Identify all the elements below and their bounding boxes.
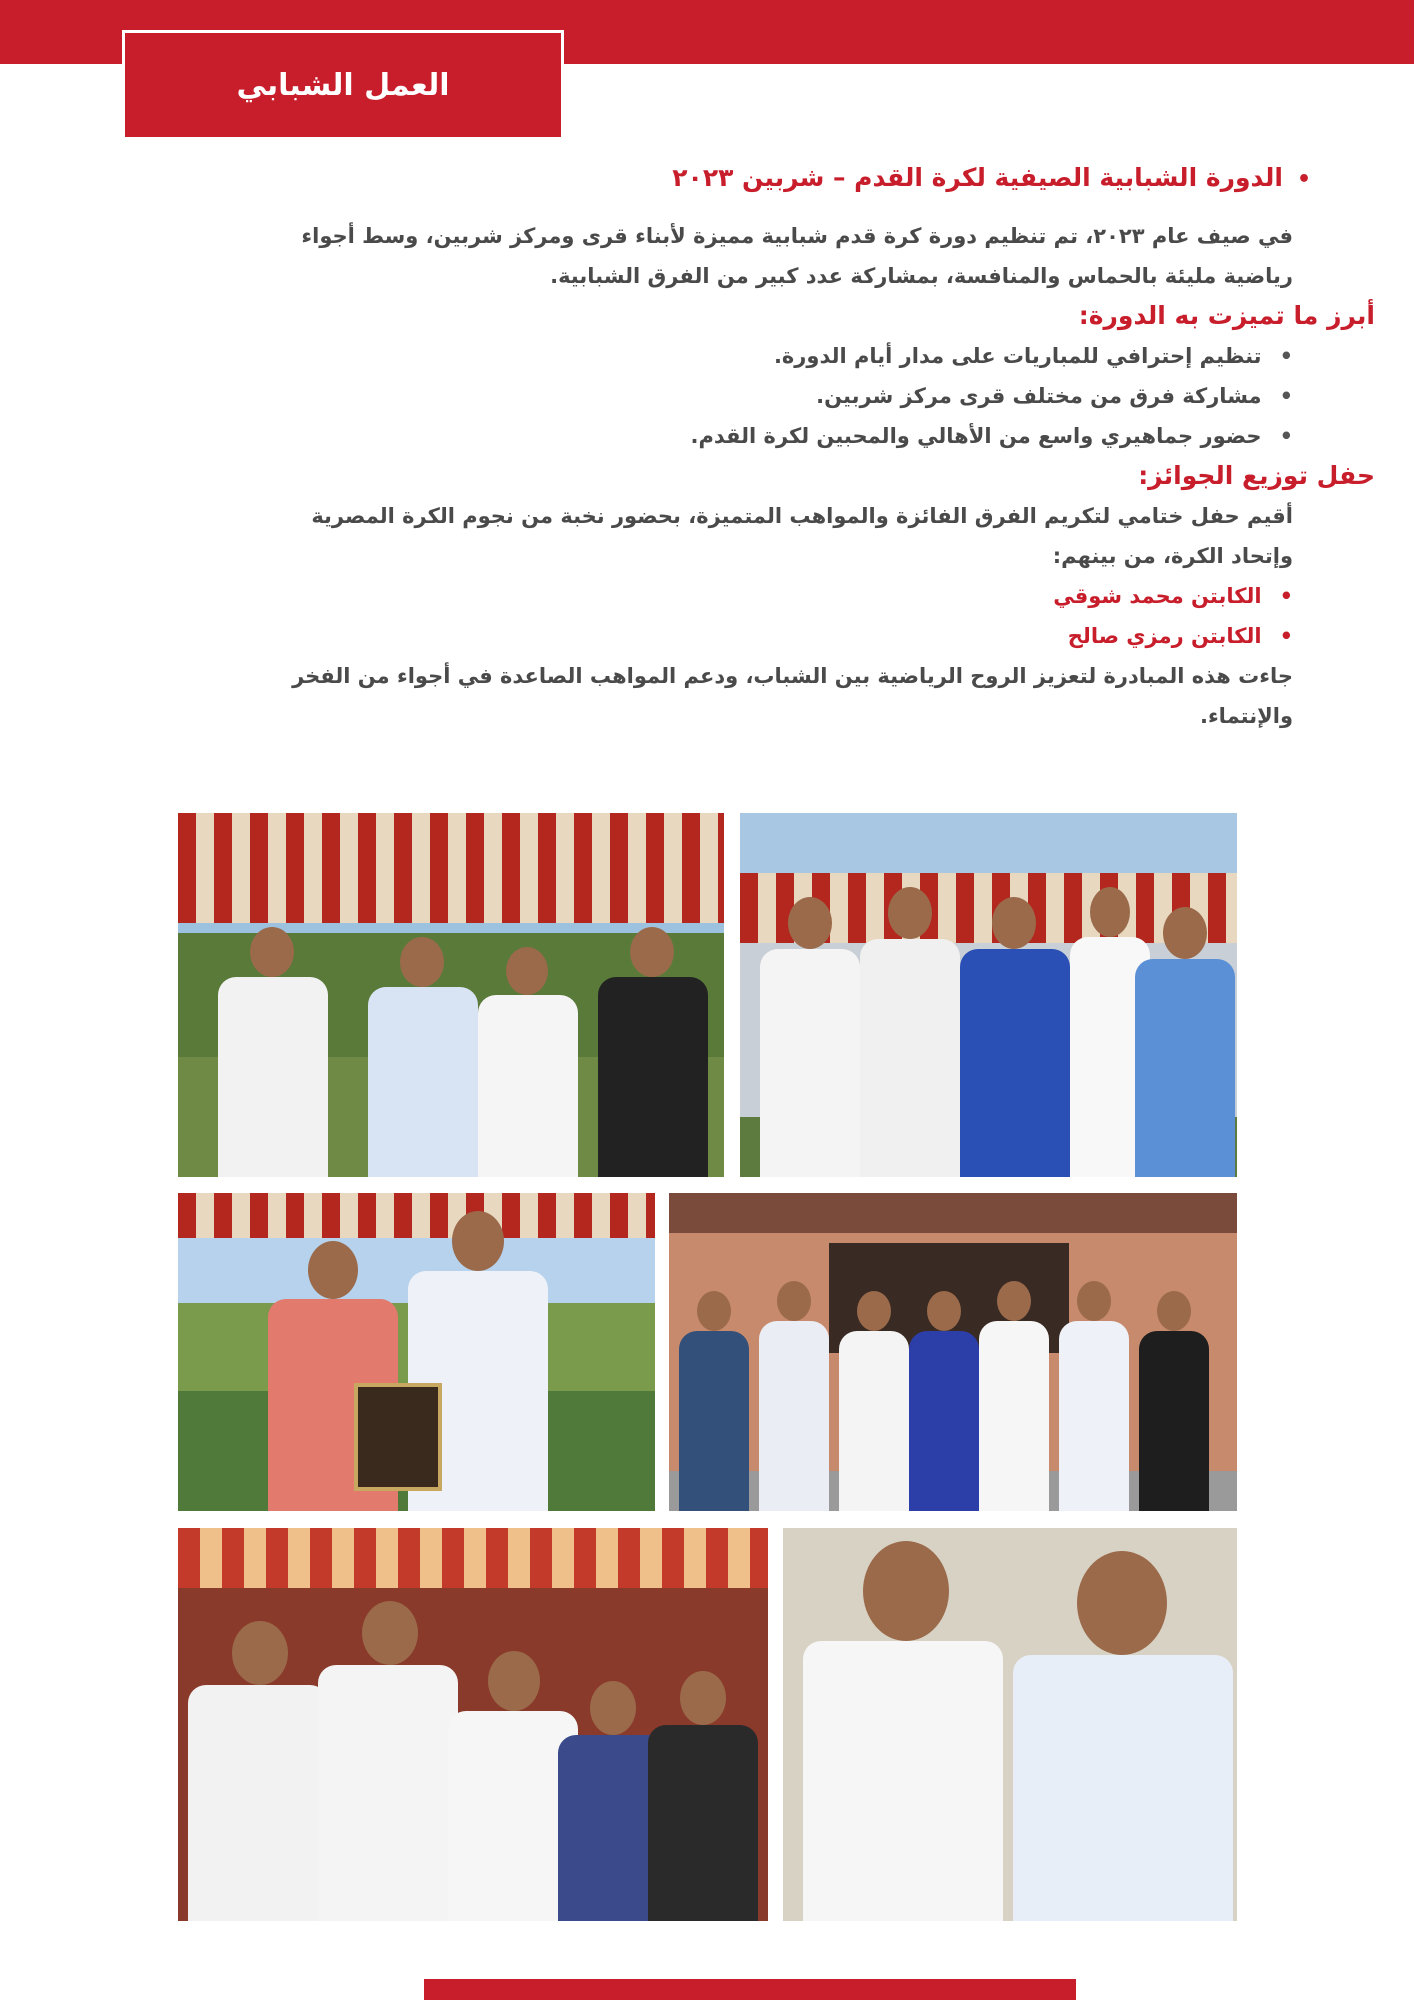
list-item: • تنظيم إحترافي للمباريات على مدار أيام الدورة. [100,336,1293,376]
event-photo [783,1528,1237,1921]
event-photo [669,1193,1237,1511]
list-item: • مشاركة فرق من مختلف قرى مركز شربين. [100,376,1293,416]
closing-paragraph-line: جاءت هذه المبادرة لتعزيز الروح الرياضية بين الشباب، ودعم المواهب الصاعدة في أجواء من الفخر [292,664,1293,688]
list-item: • الكابتن محمد شوقي [100,576,1293,616]
highlights-list [100,336,1375,456]
awards-heading: حفل توزيع الجوائز: [1138,461,1375,490]
footer-bar [424,1979,1076,2000]
page-title: العمل الشبابي [122,30,564,140]
tournament-title: • الدورة الشبابية الصيفية لكرة القدم – شربين ٢٠٢٣ [100,158,1375,200]
main-content [100,152,1375,736]
closing-paragraph-line: والإنتماء. [1199,704,1293,728]
event-photo [178,1193,655,1511]
awards-paragraph-line: وإتحاد الكرة، من بينهم: [1052,544,1293,568]
event-photo [178,813,724,1177]
event-photo [178,1528,768,1921]
guests-list [100,576,1375,656]
list-item: • حضور جماهيري واسع من الأهالي والمحبين لكرة القدم. [100,416,1293,456]
event-photo [740,813,1237,1177]
intro-paragraph-line: في صيف عام ٢٠٢٣، تم تنظيم دورة كرة قدم شبابية مميزة لأبناء قرى ومركز شربين، وسط أجواء [301,224,1293,248]
highlights-heading: أبرز ما تميزت به الدورة: [1078,301,1375,330]
intro-paragraph-line: رياضية مليئة بالحماس والمنافسة، بمشاركة عدد كبير من الفرق الشبابية. [550,264,1293,288]
list-item: • الكابتن رمزي صالح [100,616,1293,656]
awards-paragraph-line: أقيم حفل ختامي لتكريم الفرق الفائزة والمواهب المتميزة، بحضور نخبة من نجوم الكرة المصرية [311,504,1293,528]
